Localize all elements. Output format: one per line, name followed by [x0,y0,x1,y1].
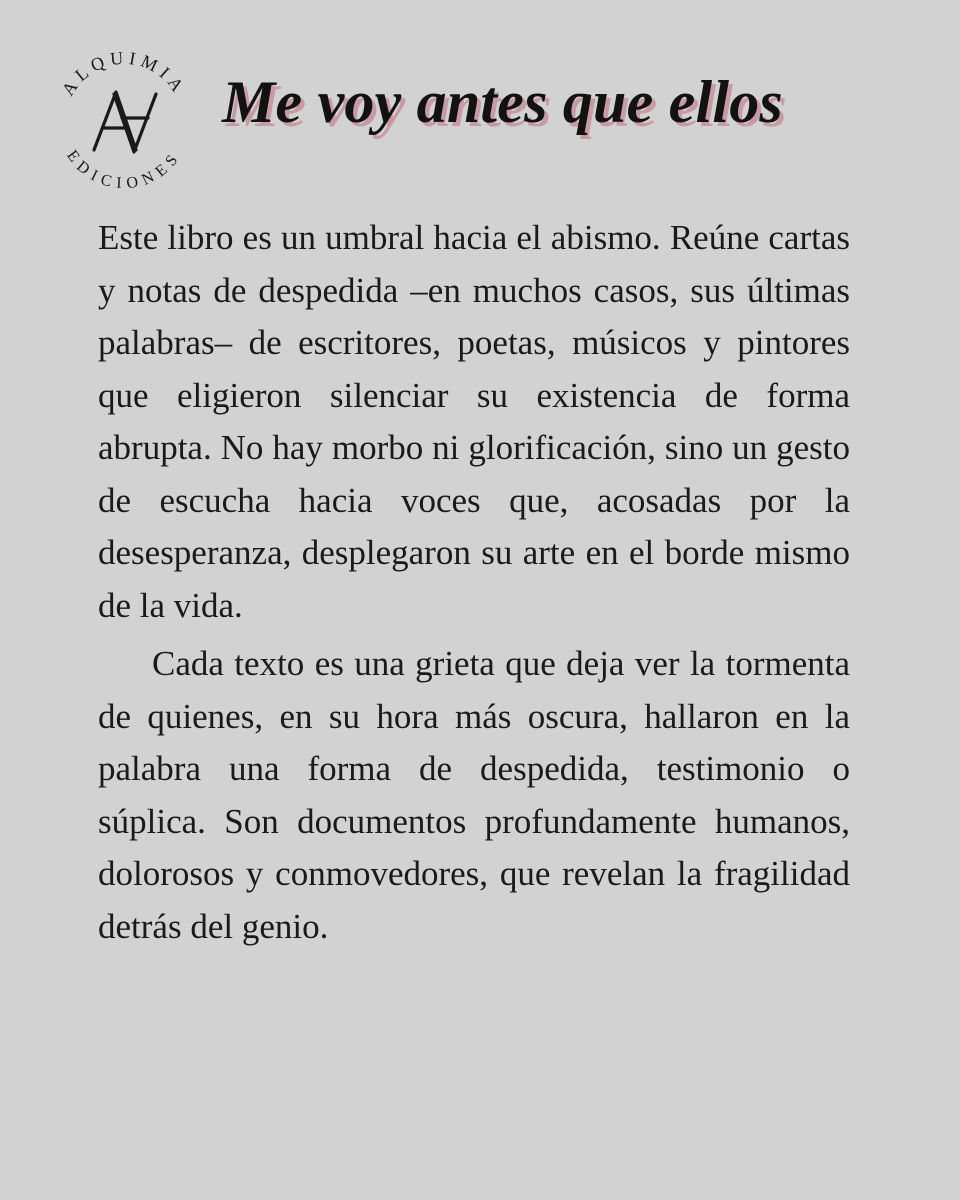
logo-bottom-text: EDICIONES [63,147,185,193]
logo-top-text: ALQUIMIA [57,47,191,100]
synopsis-text [98,212,850,953]
logo-monogram-icon [94,92,156,152]
publisher-logo [44,42,204,202]
svg-text:ALQUIMIA [58,48,191,100]
synopsis-paragraph-1: Este libro es un umbral hacia el abismo. Reúne cartas y notas de despedida –en muchos casos, sus últimas palabras– de escritores, poetas, músicos y pintores que eligieron silenciar su existencia de forma abrupta. No hay morbo ni glorificación, sino un gesto de escucha hacia voces que, acosadas por la desesperanza, desplegaron su arte en el borde mismo de la vida. [98,218,850,625]
synopsis-paragraph-2: Cada texto es una grieta que deja ver la tormenta de quienes, en su hora más oscura, hallaron en la palabra una forma de despedida, testimonio o súplica. Son documentos profundamente humanos, dolorosos y conmovedores, que revelan la fragilidad detrás del genio. [98,644,850,946]
svg-text:EDICIONES [63,147,185,192]
book-title: Me voy antes que ellos [222,69,783,135]
publisher-seal-icon [44,42,204,202]
